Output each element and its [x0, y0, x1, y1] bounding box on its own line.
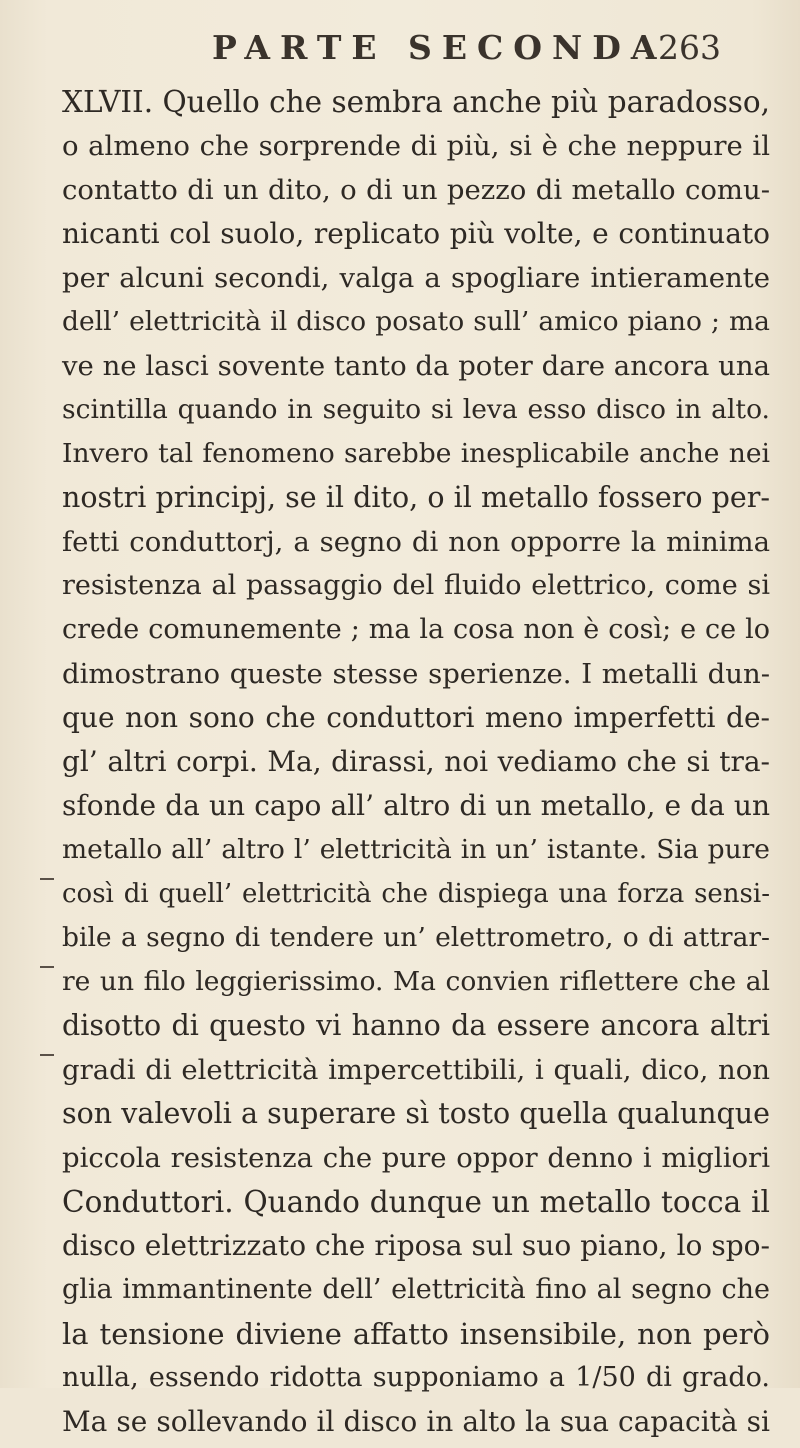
- text-line-2: o almeno che sorprende di più, si è che neppure il: [62, 130, 770, 162]
- text-line-26: Conduttori. Quando dunque un metallo tocca il: [62, 1185, 770, 1219]
- text-line-20: bile a segno di tendere un’ elettrometro, o di attrar-: [62, 922, 770, 953]
- text-line-28: glia immantinente dell’ elettricità fino al segno che: [62, 1274, 770, 1305]
- text-line-18: metallo all’ altro l’ elettricità in un’ istante. Sia pure: [62, 834, 770, 865]
- text-line-19: così di quell’ elettricità che dispiega una forza sensi-: [62, 879, 770, 909]
- running-title: PARTE SECONDA: [212, 28, 667, 67]
- text-line-17: sfonde da un capo all’ altro di un metallo, e da un: [62, 789, 770, 822]
- text-line-13: crede comunemente ; ma la cosa non è così; e ce lo: [62, 614, 770, 645]
- text-line-4: nicanti col suolo, replicato più volte, e continuato: [62, 217, 770, 250]
- text-line-9: Invero tal fenomeno sarebbe inesplicabile anche nei: [62, 438, 770, 469]
- text-line-14: dimostrano queste stesse sperienze. I metalli dun-: [62, 658, 770, 690]
- text-line-16: gl’ altri corpi. Ma, dirassi, noi vediamo che si tra-: [62, 745, 770, 778]
- text-line-11: fetti conduttorj, a segno di non opporre la minima: [62, 526, 770, 558]
- text-line-24: son valevoli a superare sì tosto quella qualunque: [62, 1097, 770, 1130]
- text-line-30: nulla, essendo ridotta supponiamo a 1/50 di grado.: [62, 1362, 770, 1393]
- margin-mark: [40, 966, 54, 968]
- text-line-3: contatto di un dito, o di un pezzo di metallo comu-: [62, 174, 770, 206]
- text-line-12: resistenza al passaggio del fluido elettrico, come si: [62, 570, 770, 601]
- margin-mark: [40, 878, 54, 880]
- text-line-22: disotto di questo vi hanno da essere ancora altri: [62, 1009, 770, 1042]
- text-line-23: gradi di elettricità impercettibili, i quali, dico, non: [62, 1054, 770, 1086]
- text-line-31: Ma se sollevando il disco in alto la sua capacità si: [62, 1405, 770, 1438]
- text-line-15: que non sono che conduttori meno imperfetti de-: [62, 701, 770, 734]
- text-line-21: re un filo leggierissimo. Ma convien riflettere che al: [62, 966, 770, 997]
- text-line-27: disco elettrizzato che riposa sul suo piano, lo spo-: [62, 1229, 770, 1262]
- margin-mark: [40, 1054, 54, 1056]
- running-head: [0, 14, 800, 74]
- text-line-5: per alcuni secondi, valga a spogliare intieramente: [62, 262, 770, 294]
- text-line-1: XLVII. Quello che sembra anche più paradosso,: [62, 85, 770, 119]
- text-line-6: dell’ elettricità il disco posato sull’ amico piano ; ma: [62, 306, 770, 337]
- page-number: 263: [658, 28, 721, 67]
- text-line-29: la tensione diviene affatto insensibile, non però: [62, 1317, 770, 1351]
- text-line-10: nostri principj, se il dito, o il metallo fossero per-: [62, 481, 770, 514]
- text-line-8: scintilla quando in seguito si leva esso disco in alto.: [62, 394, 770, 425]
- text-line-7: ve ne lasci sovente tanto da poter dare ancora una: [62, 350, 770, 382]
- text-line-25: piccola resistenza che pure oppor denno i migliori: [62, 1142, 770, 1174]
